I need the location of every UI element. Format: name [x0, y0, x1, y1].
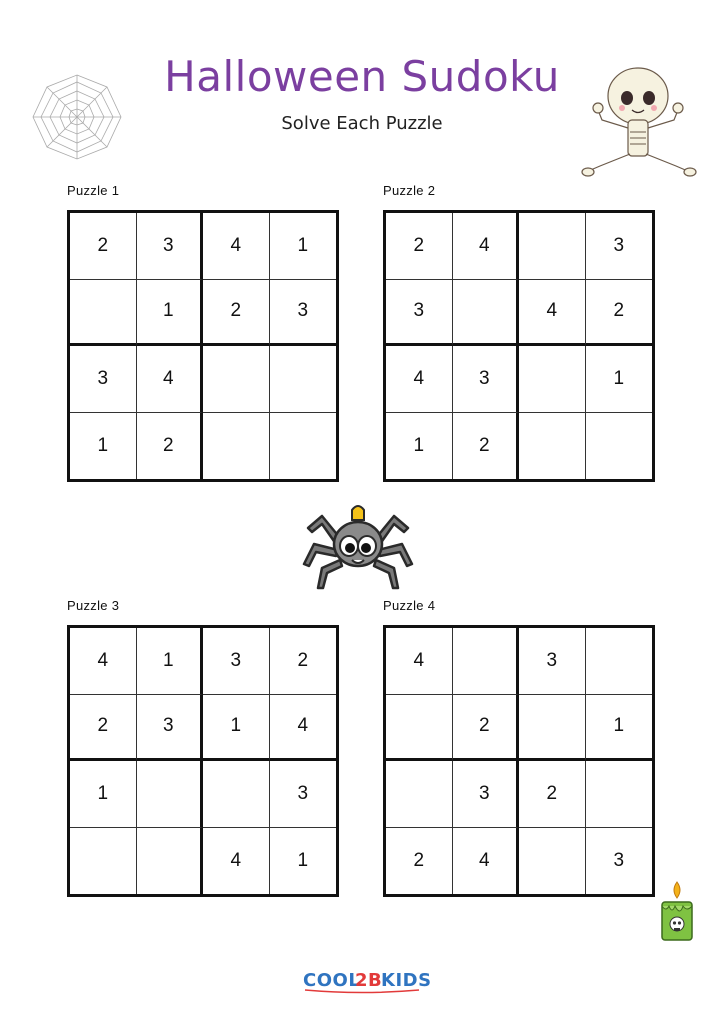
grid-cell[interactable]: 2 [270, 628, 337, 695]
spider-web-icon [30, 72, 124, 162]
grid-cell[interactable]: 4 [386, 628, 453, 695]
svg-text:2B: 2B [355, 970, 383, 991]
grid-cell[interactable]: 3 [203, 628, 270, 695]
grid-cell[interactable]: 3 [613, 849, 625, 871]
grid-cell[interactable] [270, 346, 337, 413]
puzzle-4-grid [383, 625, 655, 897]
svg-text:KIDS: KIDS [381, 970, 432, 991]
svg-text:COOL: COOL [303, 970, 361, 991]
grid-cell[interactable] [586, 413, 653, 480]
grid-cell[interactable]: 1 [70, 413, 137, 480]
puzzle-2-grid [383, 210, 655, 482]
grid-cell[interactable]: 3 [137, 213, 204, 280]
puzzle-3-grid [67, 625, 339, 897]
grid-cell[interactable]: 1 [137, 280, 204, 347]
candle-icon [656, 880, 698, 944]
grid-cell[interactable]: 3 [453, 346, 520, 413]
grid-cell[interactable] [586, 628, 653, 695]
puzzle-1-label: Puzzle 1 [67, 183, 120, 198]
grid-cell[interactable] [519, 346, 586, 413]
grid-cell[interactable]: 3 [586, 213, 653, 280]
skeleton-icon [580, 62, 698, 184]
grid-cell[interactable] [386, 761, 453, 828]
grid-cell[interactable]: 2 [453, 413, 520, 480]
grid-cell[interactable]: 4 [386, 346, 453, 413]
grid-cell[interactable] [203, 761, 270, 828]
grid-cell[interactable] [203, 413, 270, 480]
grid-cell[interactable]: 2 [386, 828, 453, 895]
grid-cell[interactable] [70, 828, 137, 895]
puzzle-1-grid [67, 210, 339, 482]
grid-cell[interactable]: 2 [70, 213, 137, 280]
grid-cell[interactable]: 2 [70, 695, 137, 762]
grid-cell[interactable]: 3 [386, 280, 453, 347]
puzzle-2-label: Puzzle 2 [383, 183, 436, 198]
grid-cell[interactable] [137, 828, 204, 895]
puzzle-4-label: Puzzle 4 [383, 598, 436, 613]
grid-cell[interactable]: 3 [70, 346, 137, 413]
grid-cell[interactable]: 2 [453, 695, 520, 762]
page-title: Halloween Sudoku [164, 52, 560, 101]
grid-cell[interactable] [453, 628, 520, 695]
grid-cell[interactable] [519, 828, 586, 895]
grid-cell[interactable]: 4 [453, 213, 520, 280]
grid-cell[interactable]: 4 [137, 346, 204, 413]
grid-cell[interactable]: 2 [137, 413, 204, 480]
grid-cell[interactable]: 2 [203, 280, 270, 347]
grid-cell[interactable]: 1 [386, 413, 453, 480]
grid-cell[interactable] [386, 695, 453, 762]
grid-cell[interactable]: 3 [519, 628, 586, 695]
grid-cell[interactable]: 1 [297, 849, 309, 871]
grid-cell[interactable] [453, 280, 520, 347]
grid-cell[interactable] [203, 346, 270, 413]
cool2bkids-logo [0, 965, 724, 997]
grid-cell[interactable]: 2 [586, 280, 653, 347]
grid-cell[interactable]: 1 [137, 628, 204, 695]
spider-icon [300, 498, 416, 592]
grid-cell[interactable]: 3 [270, 761, 337, 828]
grid-cell[interactable] [70, 280, 137, 347]
grid-cell[interactable] [137, 761, 204, 828]
grid-cell[interactable]: 1 [586, 695, 653, 762]
grid-cell[interactable] [519, 213, 586, 280]
grid-cell[interactable]: 4 [453, 828, 520, 895]
grid-cell[interactable] [586, 761, 653, 828]
grid-cell[interactable]: 2 [386, 213, 453, 280]
grid-cell[interactable]: 4 [70, 628, 137, 695]
grid-cell[interactable] [519, 695, 586, 762]
grid-cell[interactable]: 4 [519, 280, 586, 347]
page-subtitle: Solve Each Puzzle [281, 113, 443, 134]
grid-cell[interactable] [519, 413, 586, 480]
grid-cell[interactable]: 1 [70, 761, 137, 828]
grid-cell[interactable]: 4 [203, 213, 270, 280]
grid-cell[interactable]: 1 [586, 346, 653, 413]
grid-cell[interactable] [270, 413, 337, 480]
grid-cell[interactable]: 2 [519, 761, 586, 828]
grid-cell[interactable]: 4 [203, 828, 270, 895]
grid-cell[interactable]: 3 [453, 761, 520, 828]
grid-cell[interactable]: 3 [137, 695, 204, 762]
grid-cell[interactable]: 1 [203, 695, 270, 762]
grid-cell[interactable]: 3 [270, 280, 337, 347]
grid-cell[interactable]: 1 [270, 213, 337, 280]
logo-mark [301, 965, 432, 993]
puzzle-3-label: Puzzle 3 [67, 598, 120, 613]
grid-cell[interactable]: 4 [270, 695, 337, 762]
